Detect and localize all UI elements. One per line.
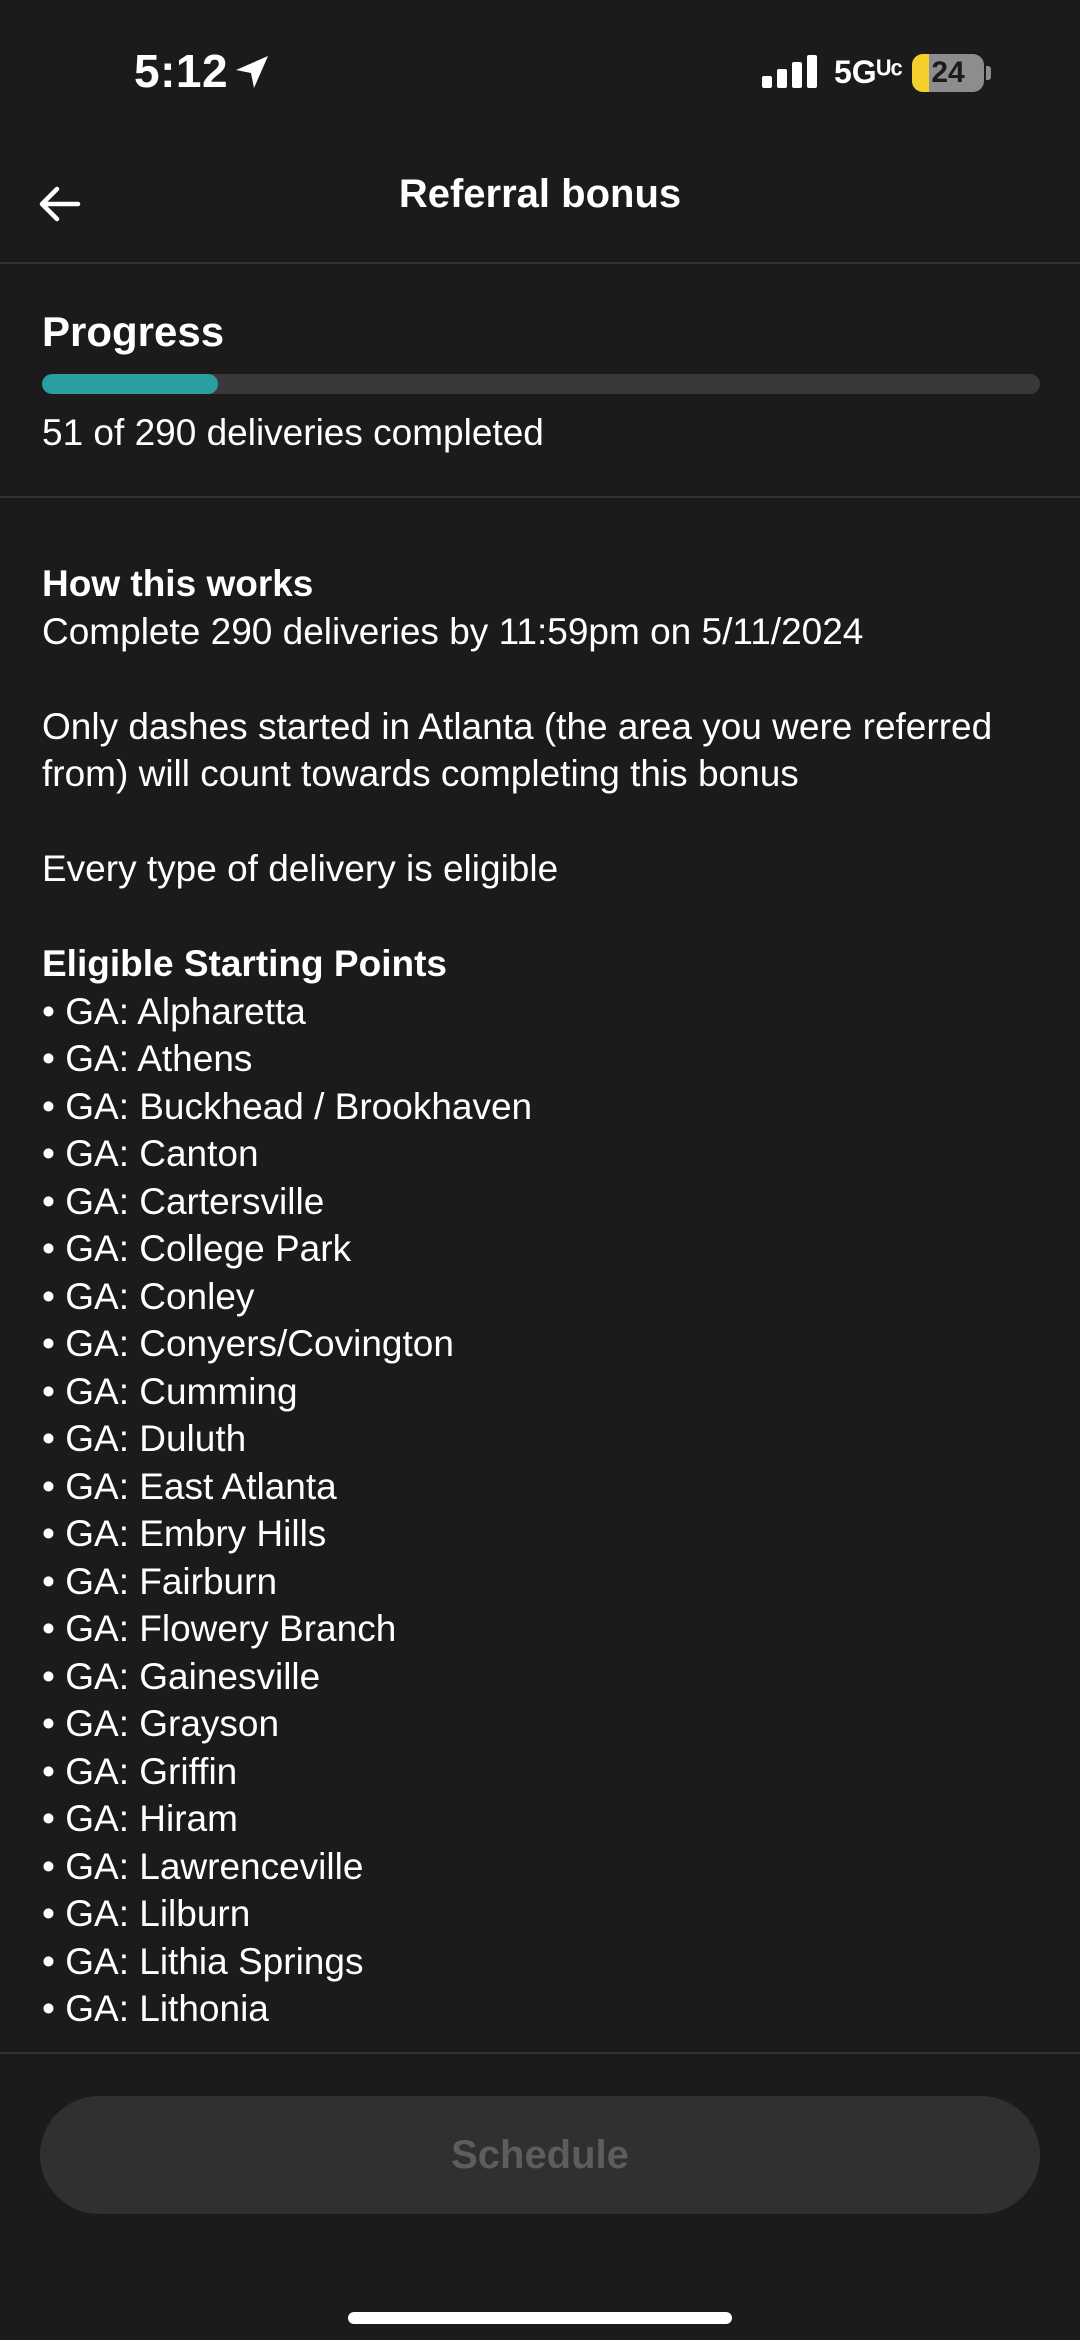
- progress-section: [0, 264, 1080, 498]
- starting-points-heading: Eligible Starting Points: [42, 943, 447, 984]
- list-item: • GA: Flowery Branch: [42, 1605, 1042, 1653]
- list-item: • GA: Canton: [42, 1130, 1042, 1178]
- list-item: • GA: Alpharetta: [42, 988, 1042, 1036]
- starting-points-list: [42, 988, 1042, 2033]
- status-bar: [0, 0, 1080, 140]
- cellular-signal-icon: [762, 54, 818, 90]
- list-item: • GA: Lawrenceville: [42, 1843, 1042, 1891]
- battery-level: 24: [931, 56, 965, 89]
- list-item: • GA: Conley: [42, 1273, 1042, 1321]
- list-item: • GA: Buckhead / Brookhaven: [42, 1083, 1042, 1131]
- page-title: Referral bonus: [398, 172, 682, 216]
- list-item: • GA: College Park: [42, 1225, 1042, 1273]
- progress-bar-fill: [42, 374, 218, 394]
- list-item: • GA: Lithonia: [42, 1985, 1042, 2033]
- location-arrow-icon: [232, 52, 272, 92]
- progress-bar: [42, 374, 1040, 394]
- navigation-header: [0, 140, 1080, 264]
- progress-caption: 51 of 290 deliveries completed: [42, 412, 544, 453]
- home-indicator[interactable]: [348, 2312, 732, 2324]
- deadline-text: Complete 290 deliveries by 11:59pm on 5/11/2024: [42, 610, 864, 652]
- list-item: • GA: Conyers/Covington: [42, 1320, 1042, 1368]
- progress-heading: Progress: [42, 308, 225, 355]
- list-item: • GA: Duluth: [42, 1415, 1042, 1463]
- list-item: • GA: Embry Hills: [42, 1510, 1042, 1558]
- list-item: • GA: Gainesville: [42, 1653, 1042, 1701]
- list-item: • GA: East Atlanta: [42, 1463, 1042, 1511]
- schedule-button[interactable]: Schedule: [40, 2096, 1040, 2214]
- list-item: • GA: Griffin: [42, 1748, 1042, 1796]
- footer: [0, 2052, 1080, 2340]
- status-time: 5:12: [134, 45, 229, 97]
- battery-icon: [912, 54, 984, 92]
- list-item: • GA: Lithia Springs: [42, 1938, 1042, 1986]
- list-item: • GA: Fairburn: [42, 1558, 1042, 1606]
- bonus-details[interactable]: [42, 560, 1042, 2052]
- network-type-label: 5Gᵁᶜ: [834, 54, 903, 90]
- eligibility-text: Every type of delivery is eligible: [42, 848, 559, 889]
- how-it-works-heading: How this works: [42, 563, 314, 604]
- area-text: Only dashes started in Atlanta (the area you were referred from) will count towards completing this bonus: [42, 705, 993, 794]
- battery-tip: [986, 66, 991, 80]
- list-item: • GA: Grayson: [42, 1700, 1042, 1748]
- list-item: • GA: Hiram: [42, 1795, 1042, 1843]
- list-item: • GA: Athens: [42, 1035, 1042, 1083]
- list-item: • GA: Lilburn: [42, 1890, 1042, 1938]
- list-item: • GA: Cumming: [42, 1368, 1042, 1416]
- list-item: • GA: Cartersville: [42, 1178, 1042, 1226]
